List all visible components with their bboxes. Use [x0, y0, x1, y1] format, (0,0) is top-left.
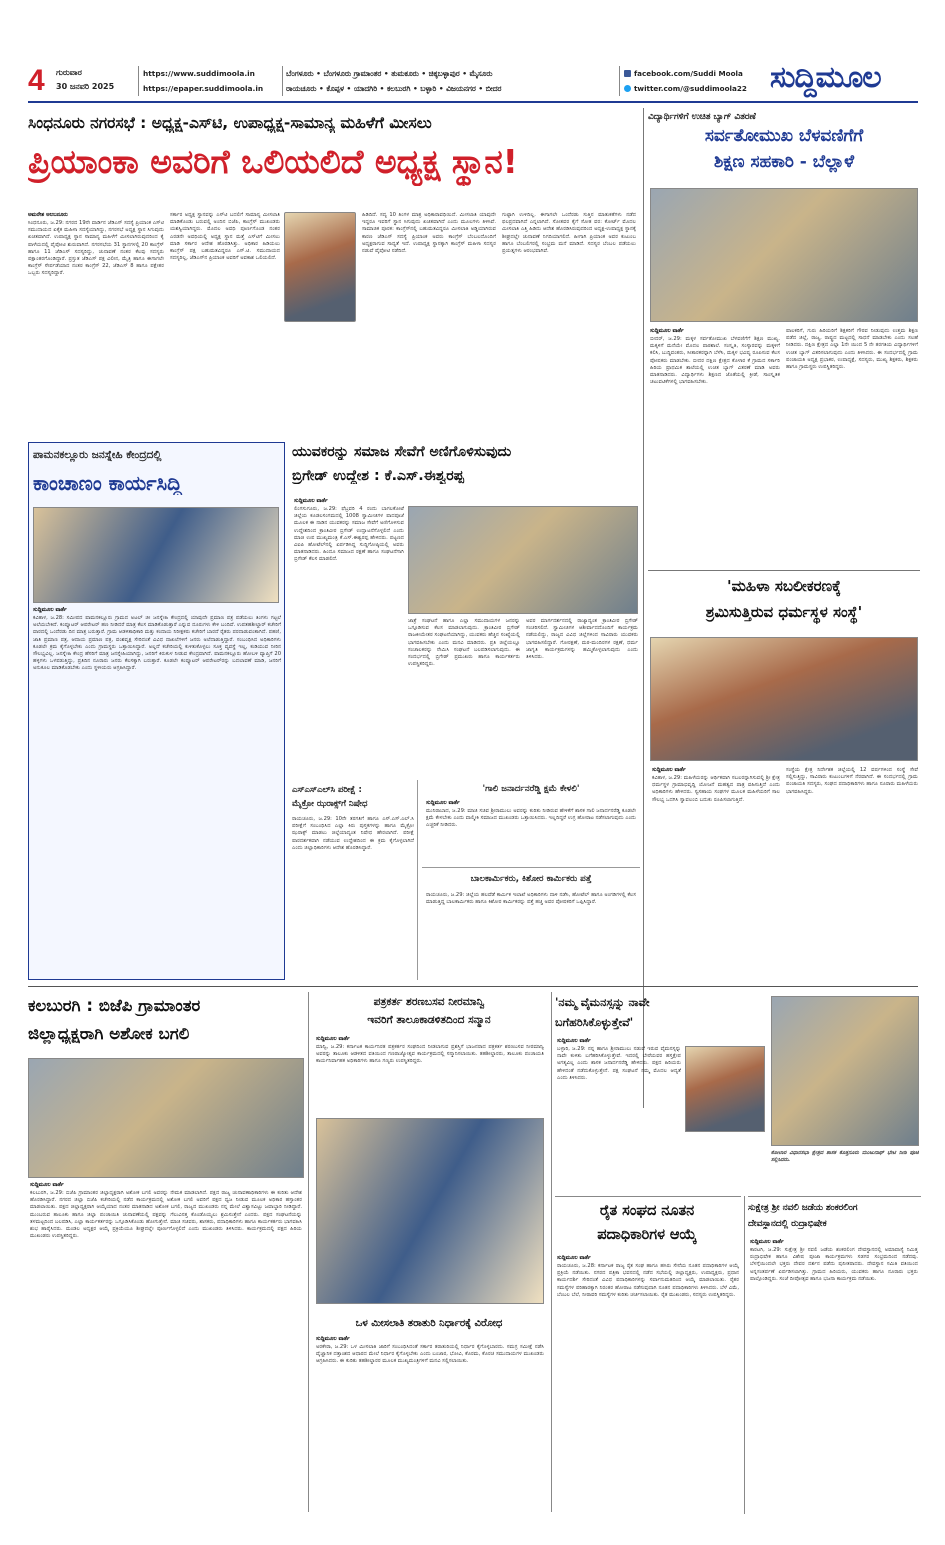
kalaburagi-headline-2: ಜಿಲ್ಲಾಧ್ಯಕ್ಷರಾಗಿ ಅಶೋಕ ಬಗಲಿ: [28, 1024, 190, 1043]
bag-byline: ಸುದ್ದಿಮೂಲ ವಾರ್ತೆ: [650, 328, 684, 334]
twitter-link[interactable]: twitter.com/@suddimoola22: [634, 84, 747, 93]
reddy-headline-1: 'ನಮ್ಮ ವೈಮನಸ್ಸನ್ನು ನಾವೇ: [555, 996, 650, 1009]
brigade-headline-1: ಯುವಕರನ್ನು ಸಮಾಜ ಸೇವೆಗೆ ಅಣಿಗೊಳಿಸುವುದು: [292, 444, 512, 460]
child-labour-text: ರಾಯಚೂರು, ಜ.29: ಜಿಲ್ಲೆಯ ಹಲವೆಡೆ ಕಾರ್ಮಿಕ ಇಲಾಖೆ ಅಧಿಕಾರಿಗಳು ದಾಳಿ ನಡೆಸಿ, ಹೋಟೆಲ್ ಹಾಗೂ ಅಂಗಡಿಗಳಲ್ಲಿ ಕೆಲಸ ಮಾಡುತ್ತಿದ್ದ ಬಾಲಕಾರ್ಮಿಕರು ಹಾಗೂ ಕಿಶೋರ ಕಾರ್ಮಿಕರನ್ನು ಪತ್ತೆ ಹಚ್ಚಿ ಅವರ ಪೋಷಕರಿಗೆ ಒಪ್ಪಿಸಿದ್ದಾರೆ.: [426, 892, 636, 906]
temple-event-headline-2: ದೇವಸ್ಥಾನದಲ್ಲಿ ರುದ್ರಾಭಿಷೇಕ: [748, 1219, 827, 1229]
farmers-byline: ಸುದ್ದಿಮೂಲ ವಾರ್ತೆ: [557, 1255, 591, 1261]
child-labour-headline: ಬಾಲಕಾರ್ಮಿಕರು, ಕಿಶೋರ ಕಾರ್ಮಿಕರು ಪತ್ತೆ: [470, 874, 592, 884]
janasnehi-headline: ಕಾಂಚಾಣಂ ಕಾರ್ಯಸಿದ್ಧಿ: [33, 471, 182, 495]
dharmasthala-photo: [650, 637, 918, 761]
divider-3: [619, 66, 620, 96]
bag-kicker: ವಿದ್ಯಾರ್ಥಿಗಳಿಗೆ ಉಚಿತ ಬ್ಯಾಗ್ ವಿತರಣೆ: [648, 112, 756, 122]
journalist-headline-1: ಪತ್ರಕರ್ತ ಶರಣಬಸವ ನೀರಮಾನ್ವಿ: [373, 996, 485, 1008]
masthead: [0, 0, 945, 108]
janasnehi-photo: [33, 507, 279, 603]
page-number: 4: [28, 64, 45, 97]
dharmasthala-story: [648, 570, 920, 980]
website-link-2[interactable]: https://epaper.suddimoola.in: [143, 84, 264, 93]
column-divider-b3: [744, 1196, 745, 1514]
masthead-rule: [28, 101, 918, 103]
day-label: ಗುರುವಾರ: [56, 68, 82, 77]
reservation-headline: ಒಳ ಮೀಸಲಾತಿ ತರಾತುರಿ ನಿರ್ಧಾರಕ್ಕೆ ವಿರೋಧ: [355, 1318, 503, 1329]
logo: ಸುದ್ದಿಮೂಲ: [770, 60, 881, 95]
dharmasthala-col-2: ಸಂಸ್ಥೆಯ ಕ್ಷೇತ್ರ ನಿರ್ದೇಶಕ ಜಿಲ್ಲೆಯಲ್ಲಿ 12 ವರ್ಷಗಳಿಂದ ಸಂಸ್ಥೆ ಸೇವೆ ಸಲ್ಲಿಸುತ್ತಿದ್ದು, ಸಾವಿರಾರು ಕುಟುಂಬಗಳಿಗೆ ನೆರವಾಗಿದೆ. ಈ ಸಂದರ್ಭದಲ್ಲಿ ಗ್ರಾಮ ಪಂಚಾಯತಿ ಸದಸ್ಯರು, ಸಂಘದ ಪದಾಧಿಕಾರಿಗಳು ಹಾಗೂ ನೂರಾರು ಮಹಿಳೆಯರು ಭಾಗವಹಿಸಿದ್ದರು.: [786, 767, 918, 795]
kalaburagi-story: [28, 992, 306, 1512]
journalist-story: [312, 992, 548, 1312]
cities-row-1: ಬೆಂಗಳೂರು • ಬೆಂಗಳೂರು ಗ್ರಾಮಾಂತರ • ತುಮಕೂರು • ಚಿಕ್ಕಬಳ್ಳಾಪುರ • ಮೈಸೂರು: [286, 69, 493, 78]
temple-photo-caption: ಕೋಲಾರ ವಿಧಾನಸಭಾ ಕ್ಷೇತ್ರದ ಶಾಸಕ ಕೊತ್ತನೂರು ಮಂಜುನಾಥ್ ಭೇಟಿ ನೀಡಿ ಪೂಜೆ ಸಲ್ಲಿಸಿದರು.: [771, 1150, 919, 1164]
temple-photo: [771, 996, 919, 1146]
sslc-brief: [290, 780, 418, 980]
bottom-rule: [28, 986, 918, 987]
janasnehi-kicker: ಪಾಮನಕಲ್ಲೂರು ಜನಸ್ನೇಹಿ ಕೇಂದ್ರದಲ್ಲಿ: [33, 449, 162, 461]
lead-story: [28, 108, 640, 328]
reddy-byline: ಸುದ್ದಿಮೂಲ ವಾರ್ತೆ: [557, 1038, 591, 1044]
journalist-headline-2: ಇವರಿಗೆ ತಾಲೂಕಾಡಳಿತದಿಂದ ಸನ್ಮಾನ: [367, 1014, 491, 1026]
column-divider-b2: [551, 992, 552, 1512]
bag-distribution-photo: [650, 188, 918, 322]
farmers-story: [555, 1196, 741, 1514]
lead-col-4: ಗುಟ್ಟಾಗಿ ಉಳಿದಿಲ್ಲ. ಈಗಾಗಲೇ ಒಂದೆರಡು ಸುತ್ತಿನ ಮಾತುಕತೆಗಳು ನಡೆದ ಫಲಪ್ರದವಾಗಿದೆ ಎನ್ನಲಾಗಿದೆ. ಸೋತವರ ಕೈಗೆ ಸೋತ ವರ: ಕೋರ್ಟ್ ಮೊದಲ ಮೀಸಲಾತಿ ಎತ್ತಿ ಹಿಡಿದು ಆದೇಶ ಹೊರಡಿಸಿರುವುದರಿಂದ ಅಧ್ಯಕ್ಷ-ಉಪಾಧ್ಯಕ್ಷ ಸ್ಥಾನಕ್ಕೆ ಶೀಘ್ರದಲ್ಲೇ ಚುನಾವಣೆ ನಿಗದಿಯಾಗಲಿದೆ. ಹೀಗಾಗಿ ಪ್ರಿಯಾಂಕ ಅವರ ಕುಟುಂಬ ಹಾಗೂ ಬೆಂಬಲಿಗರಲ್ಲಿ ಸಂಭ್ರಮ ಮನೆ ಮಾಡಿದೆ. ಸದಸ್ಯರ ಬೆಂಬಲ ಪಡೆಯಲು ಪ್ರಯತ್ನಗಳು ಆರಂಭವಾಗಿವೆ.: [502, 212, 636, 255]
lead-byline: ಅಮರೇಶ ಅಲಬನೂರು: [28, 212, 68, 218]
child-labour-brief: [422, 870, 640, 980]
dharmasthala-byline: ಸುದ್ದಿಮೂಲ ವಾರ್ತೆ: [652, 767, 686, 773]
reddy-portrait-photo: [685, 1046, 765, 1132]
divider-2: [282, 66, 283, 96]
brigade-photo: [408, 506, 638, 614]
temple-event-byline: ಸುದ್ದಿಮೂಲ ವಾರ್ತೆ: [750, 1239, 784, 1245]
journalist-byline: ಸುದ್ದಿಮೂಲ ವಾರ್ತೆ: [316, 1036, 350, 1042]
sslc-headline-2: ಮೈಕ್ರೋ ಝರಾಕ್ಸ್‌ಗೆ ನಿಷೇಧ: [292, 798, 368, 808]
brigade-story: [290, 442, 640, 777]
brigade-headline-2: ಬ್ರಿಗೇಡ್ ಉದ್ದೇಶ : ಕೆ.ಎಸ್.ಈಶ್ವರಪ್ಪ: [292, 468, 464, 484]
kalaburagi-text: ಕಲಬುರಗಿ, ಜ.29: ಬಿಜೆಪಿ ಗ್ರಾಮಾಂತರ ಜಿಲ್ಲಾಧ್ಯಕ್ಷರಾಗಿ ಅಶೋಕ ಬಗಲಿ ಅವರನ್ನು ನೇಮಕ ಮಾಡಲಾಗಿದೆ. ಪಕ್ಷದ ರಾಜ್ಯ ಚುನಾವಣಾಧಿಕಾರಿಗಳು ಈ ಕುರಿತು ಆದೇಶ ಹೊರಡಿಸಿದ್ದಾರೆ. ನಗರದ ಜಿಲ್ಲಾ ಬಿಜೆಪಿ ಕಚೇರಿಯಲ್ಲಿ ನಡೆದ ಕಾರ್ಯಕ್ರಮದಲ್ಲಿ ಅಶೋಕ ಬಗಲಿ ಅವರಿಗೆ ಪಕ್ಷದ ಧ್ವಜ ನೀಡುವ ಮೂಲಕ ಅಧಿಕಾರ ಹಸ್ತಾಂತರ ಮಾಡಲಾಯಿತು. ಪಕ್ಷದ ಜಿಲ್ಲಾಧ್ಯಕ್ಷರಾಗಿ ಆಯ್ಕೆಯಾದ ನಂತರ ಮಾತನಾಡಿದ ಅಶೋಕ ಬಗಲಿ, ರಾಜ್ಯದ ಮುಖಂಡರು ನನ್ನ ಮೇಲೆ ವಿಶ್ವಾಸವಿಟ್ಟು ಜವಾಬ್ದಾರಿ ನೀಡಿದ್ದಾರೆ. ಮುಂಬರುವ ತಾಲೂಕು ಹಾಗೂ ಜಿಲ್ಲಾ ಪಂಚಾಯಿತಿ ಚುನಾವಣೆಯಲ್ಲಿ ಪಕ್ಷವನ್ನು ಗೆಲುವಿನತ್ತ ಕೊಂಡೊಯ್ಯಲು ಶ್ರಮಿಸುತ್ತೇನೆ ಎಂದರು. ಪಕ್ಷದ ಸಂಘಟನೆಯನ್ನು ತಳಮಟ್ಟದಿಂದ ಬಲಪಡಿಸಿ, ಎಲ್ಲಾ ಕಾರ್ಯಕರ್ತರನ್ನು ಒಗ್ಗೂಡಿಸಿಕೊಂಡು ಹೋಗುತ್ತೇನೆ. ಮಾಜಿ ಸಚಿವರು, ಶಾಸಕರು, ಪದಾಧಿಕಾರಿಗಳು ಹಾಗೂ ಕಾರ್ಯಕರ್ತರು ಭಾಗವಹಿಸಿ ಶುಭ ಹಾರೈಸಿದರು. ಮಂಡಲ ಅಧ್ಯಕ್ಷರ ಆಯ್ಕೆ ಪ್ರಕ್ರಿಯೆಯೂ ಶೀಘ್ರದಲ್ಲೇ ಪೂರ್ಣಗೊಳ್ಳಲಿದೆ ಎಂದು ಮುಖಂಡರು ತಿಳಿಸಿದರು. ಕಾರ್ಯಕ್ರಮದಲ್ಲಿ ಪಕ್ಷದ ಹಿರಿಯ ಮುಖಂಡರು ಉಪಸ್ಥಿತರಿದ್ದರು.: [30, 1190, 302, 1240]
janardhan-brief: [422, 780, 640, 868]
facebook-link[interactable]: facebook.com/Suddi Moola: [634, 69, 743, 78]
janasnehi-text: ಕವಿತಾಳ, ಜ.28: ಸಮೀಪದ ಪಾಮನಕಲ್ಲೂರು ಗ್ರಾಮದ ಅಟಲ್ ಜೀ ಜನಸ್ನೇಹಿ ಕೇಂದ್ರದಲ್ಲಿ ಯಾವುದೇ ಪ್ರಮಾಣ ಪತ್ರ ಪಡೆಯಲು ತಿಂಗಳು ಗಟ್ಟಲೆ ಅಲೆಯಬೇಕಿದೆ. ಕಂಪ್ಯೂಟರ್ ಆಪರೇಟರ್ ಹಣ ನೀಡಿದರೆ ಮಾತ್ರ ಕೆಲಸ ಮಾಡಿಕೊಡುತ್ತಾರೆ ಎನ್ನುವ ದೂರುಗಳು ಕೇಳಿ ಬಂದಿವೆ. ಉಪತಹಶೀಲ್ದಾರ್ ಕಚೇರಿಗೆ ವಾರದಲ್ಲಿ ಒಂದೆರಡು ದಿನ ಮಾತ್ರ ಬರುತ್ತಾರೆ. ಗ್ರಾಮ ಆಡಳಿತಾಧಿಕಾರಿ ಮತ್ತು ಕಂದಾಯ ನಿರೀಕ್ಷಕರು ಕಚೇರಿಗೆ ಬಾರದೆ ರೈತರು ಪರದಾಡುವಂತಾಗಿದೆ. ಪಹಣಿ, ಜಾತಿ ಪ್ರಮಾಣ ಪತ್ರ, ಆದಾಯ ಪ್ರಮಾಣ ಪತ್ರ, ವಂಶವೃಕ್ಷ ಸೇರಿದಂತೆ ವಿವಿಧ ದಾಖಲೆಗಳಿಗೆ ಜನರು ಅಲೆದಾಡುತ್ತಿದ್ದಾರೆ. ಸಂಬಂಧಿಸಿದ ಅಧಿಕಾರಿಗಳು ಕೂಡಲೇ ಕ್ರಮ ಕೈಗೊಳ್ಳಬೇಕು ಎಂದು ಗ್ರಾಮಸ್ಥರು ಒತ್ತಾಯಿಸಿದ್ದಾರೆ. ಅಲ್ಲದೆ ಕಚೇರಿಯಲ್ಲಿ ಕುಳಿತುಕೊಳ್ಳಲು ಸೂಕ್ತ ವ್ಯವಸ್ಥೆ ಇಲ್ಲ, ಕುಡಿಯುವ ನೀರಿನ ಸೌಲಭ್ಯವಿಲ್ಲ. ಜನಸ್ನೇಹಿ ಕೇಂದ್ರ ಹೆಸರಿಗೆ ಮಾತ್ರ ಜನಸ್ನೇಹಿಯಾಗಿದ್ದು, ಜನರಿಗೆ ಕಿರುಕುಳ ನೀಡುವ ಕೇಂದ್ರವಾಗಿದೆ. ಪಾಮನಕಲ್ಲೂರು ಹೋಬಳಿ ವ್ಯಾಪ್ತಿಗೆ 20 ಹಳ್ಳಿಗಳು ಒಳಪಡುತ್ತಿದ್ದು, ಪ್ರತಿದಿನ ನೂರಾರು ಜನರು ಕೆಲಸಕ್ಕಾಗಿ ಬರುತ್ತಾರೆ. ಕೂಡಲೇ ಕಂಪ್ಯೂಟರ್ ಆಪರೇಟರ್‌ರನ್ನು ಬದಲಾವಣೆ ಮಾಡಿ, ಜನರಿಗೆ ಅನುಕೂಲ ಮಾಡಿಕೊಡಬೇಕು ಎಂದು ಸ್ಥಳೀಯರು ಆಗ್ರಹಿಸಿದ್ದಾರೆ.: [33, 615, 281, 672]
facebook-icon: [624, 70, 631, 77]
reddy-text: ಬಳ್ಳಾರಿ, ಜ.29: ನನ್ನ ಹಾಗೂ ಶ್ರೀರಾಮುಲು ನಡುವೆ ಇರುವ ವೈಮನಸ್ಸನ್ನು ನಾವೇ ಕುಳಿತು ಬಗೆಹರಿಸಿಕೊಳ್ಳುತ್ತೇವೆ. ಇದರಲ್ಲಿ ಬೇರೆಯವರ ಹಸ್ತಕ್ಷೇಪ ಅಗತ್ಯವಿಲ್ಲ ಎಂದು ಶಾಸಕ ಜನಾರ್ದನರೆಡ್ಡಿ ಹೇಳಿದರು. ಪಕ್ಷದ ಹಿರಿಯರು ಹೇಳಿದಂತೆ ನಡೆದುಕೊಳ್ಳುತ್ತೇನೆ. ಪಕ್ಷ ಸಂಘಟನೆ ನಮ್ಮ ಮೊದಲ ಆದ್ಯತೆ ಎಂದು ತಿಳಿಸಿದರು.: [557, 1046, 681, 1081]
lead-col-2: ಸರ್ಕಾರ ಅಧ್ಯಕ್ಷ ಸ್ಥಾನವನ್ನು ಎಸ್‌ಟಿ ಬದಲಿಗೆ ಸಾಮಾನ್ಯ ಮೀಸಲಾತಿ ಮಾಡಿಕೊಂಡು ಬರುವಲ್ಲಿ ಅಂದಿನ ಬಿಜೆಪಿ, ಕಾಂಗ್ರೆಸ್ ಮುಖಂಡರು ಯಶಸ್ವಿಯಾಗಿದ್ದರು. ಮೊದಲ ಅವಧಿ ಪೂರ್ಣಗೊಂಡ ನಂತರ ಎರಡನೇ ಅವಧಿಯಲ್ಲಿ ಅಧ್ಯಕ್ಷ ಸ್ಥಾನ ಮತ್ತೆ ಎಸ್‌ಟಿಗೆ ಮೀಸಲು ಮಾಡಿ ಸರ್ಕಾರ ಆದೇಶ ಹೊರಡಿಸಿತ್ತು. ಅಧಿಕಾರ ಹಿಡಿಯಲು ಕಾಂಗ್ರೆಸ್ ಪಕ್ಷ ಬಹುಮತವಿದ್ದರೂ ಎಸ್.ಟಿ. ಸಮುದಾಯದ ಸದಸ್ಯರಿಲ್ಲ, ಜೆಡಿಎಸ್‌ನ ಪ್ರಿಯಾಂಕ ಅವರಿಗೆ ಅವಕಾಶ ಒಲಿಯಲಿದೆ.: [170, 212, 280, 262]
janasnehi-byline: ಸುದ್ದಿಮೂಲ ವಾರ್ತೆ: [33, 607, 67, 613]
lead-portrait-photo: [284, 212, 356, 322]
dharmasthala-col-1: ಕವಿತಾಳ, ಜ.29: ಮಹಿಳೆಯರನ್ನು ಆರ್ಥಿಕವಾಗಿ ಸಬಲರನ್ನಾಗಿಸುವಲ್ಲಿ ಶ್ರೀ ಕ್ಷೇತ್ರ ಧರ್ಮಸ್ಥಳ ಗ್ರಾಮಾಭಿವೃದ್ಧಿ ಯೋಜನೆ ಮಹತ್ವದ ಪಾತ್ರ ವಹಿಸುತ್ತಿದೆ ಎಂದು ಅಧಿಕಾರಿಗಳು ಹೇಳಿದರು. ಸ್ವಸಹಾಯ ಸಂಘಗಳ ಮೂಲಕ ಮಹಿಳೆಯರಿಗೆ ಸಾಲ ಸೌಲಭ್ಯ ಒದಗಿಸಿ ಸ್ವಾವಲಂಬಿ ಬದುಕು ರೂಪಿಸಲಾಗುತ್ತಿದೆ.: [652, 775, 780, 803]
temple-event-headline-1: ಸುಕ್ಷೇತ್ರ ಶ್ರೀ ನವಲಿ ಜಡೆಯ ಶಂಕರಲಿಂಗ: [748, 1203, 858, 1213]
bag-col-2: ಪಾಲಕರಿಗೆ, ಗುರು ಹಿರಿಯರಿಗೆ ಶಿಕ್ಷಕರಿಗೆ ಗೌರವ ನೀಡುವುದು ಉತ್ತಮ ಶಿಕ್ಷಣ ಪಡೆದ ಜಿಲ್ಲೆ, ರಾಜ್ಯ, ರಾಷ್ಟ್ರದ ಮಟ್ಟದಲ್ಲಿ ಸಾಧನೆ ಮಾಡಬೇಕು ಎಂದು ಸಲಹೆ ನೀಡಿದರು. ದಕ್ಷಿಣ ಕ್ಷೇತ್ರದ ಎಲ್ಲಾ 1ನೇ ಯಿಂದ 5 ನೇ ತರಗತಿಯ ವಿದ್ಯಾರ್ಥಿಗಳಿಗೆ ಉಚಿತ ಬ್ಯಾಗ್ ವಿತರಿಸಲಾಗುವುದು ಎಂದು ತಿಳಿಸಿದರು. ಈ ಸಂದರ್ಭದಲ್ಲಿ ಗ್ರಾಮ ಪಂಚಾಯತಿ ಅಧ್ಯಕ್ಷ ಪ್ರಭಾಕರ, ಉಪಾಧ್ಯಕ್ಷೆ, ಸದಸ್ಯರು, ಮುಖ್ಯ ಶಿಕ್ಷಕರು, ಶಿಕ್ಷಕರು ಹಾಗೂ ಗ್ರಾಮಸ್ಥರು ಉಪಸ್ಥಿತರಿದ್ದರು.: [786, 328, 918, 371]
lead-kicker: ಸಿಂಧನೂರು ನಗರಸಭೆ : ಅಧ್ಯಕ್ಷ-ಎಸ್‌ಟಿ, ಉಪಾಧ್ಯಕ್ಷ-ಸಾಮಾನ್ಯ ಮಹಿಳೆಗೆ ಮೀಸಲು: [28, 114, 432, 132]
farmers-headline-1: ರೈತ ಸಂಘದ ನೂತನ: [599, 1203, 695, 1219]
janardhan-byline: ಸುದ್ದಿಮೂಲ ವಾರ್ತೆ: [426, 800, 460, 806]
brigade-col-1: ಲಿಂಗಸುಗೂರು, ಜ.29: ಫೆಬ್ರವರಿ 4 ರಂದು ಬಾಗಲಕೋಟೆ ಜಿಲ್ಲೆಯ ಕೂಡಲಸಂಗಮದಲ್ಲಿ 1008 ಸ್ವಾಮೀಜಿಗಳ ಪಾದಪೂಜೆ ಮೂಲಕ ಈ ನಾಡಿನ ಯುವಕರನ್ನು ಸಮಾಜ ಸೇವೆಗೆ ಅಣಿಗೊಳಿಸುವ ಉದ್ದೇಶದಿಂದ ಕ್ರಾಂತಿವೀರ ಬ್ರಿಗೇಡ್ ಉದ್ಘಾಟನೆಗೊಳ್ಳಲಿದೆ ಎಂದು ಮಾಜಿ ಉಪ ಮುಖ್ಯಮಂತ್ರಿ ಕೆ.ಎಸ್.ಈಶ್ವರಪ್ಪ ಹೇಳಿದರು. ಪಟ್ಟಣದ ವಿಐಪಿ ಹೋಟೆಲ್‌ನಲ್ಲಿ ಏರ್ಪಡಿಸಿದ್ದ ಸುದ್ದಿಗೋಷ್ಠಿಯಲ್ಲಿ ಅವರು ಮಾತನಾಡಿದರು. ಹಿಂದೂ ಸಮಾಜದ ರಕ್ಷಣೆ ಹಾಗೂ ಸಂಘಟನೆಗಾಗಿ ಬ್ರಿಗೇಡ್ ಕೆಲಸ ಮಾಡಲಿದೆ.: [294, 506, 404, 563]
brigade-byline: ಸುದ್ದಿಮೂಲ ವಾರ್ತೆ: [294, 498, 328, 504]
reddy-headline-2: ಬಗೆಹರಿಸಿಕೊಳ್ಳುತ್ತೇವೆ': [555, 1016, 634, 1029]
brigade-col-3: ಅವರ ಮಾರ್ಗದರ್ಶನದಲ್ಲಿ ರಾಜ್ಯಾದ್ಯಂತ ಕ್ರಾಂತಿವೀರ ಬ್ರಿಗೇಡ್ ಸಂಚರಿಸಲಿದೆ. ಸ್ವಾಮೀಜಿಗಳ ಆಶೀರ್ವಾದದೊಂದಿಗೆ ಕಾರ್ಯಕ್ರಮ ನಡೆಯಲಿದ್ದು, ರಾಜ್ಯದ ವಿವಿಧ ಜಿಲ್ಲೆಗಳಿಂದ ಸಾವಿರಾರು ಯುವಕರು ಭಾಗವಹಿಸಲಿದ್ದಾರೆ. ಗೋರಕ್ಷಣೆ, ಮಠ-ಮಂದಿರಗಳ ರಕ್ಷಣೆ, ಧರ್ಮ ಜಾಗೃತಿ ಕಾರ್ಯಕ್ರಮಗಳನ್ನು ಹಮ್ಮಿಕೊಳ್ಳಲಾಗುವುದು ಎಂದು ತಿಳಿಸಿದರು.: [526, 618, 638, 661]
kalaburagi-byline: ಸುದ್ದಿಮೂಲ ವಾರ್ತೆ: [30, 1182, 64, 1188]
column-divider-b1: [308, 992, 309, 1512]
reservation-story: [312, 1314, 548, 1514]
date-label: 30 ಜನವರಿ 2025: [56, 82, 115, 91]
kalaburagi-headline-1: ಕಲಬುರಗಿ : ಬಿಜೆಪಿ ಗ್ರಾಮಾಂತರ: [28, 996, 201, 1015]
kalaburagi-photo: [28, 1058, 304, 1178]
janardhan-headline: 'ಗಾಲಿ ಜನಾರ್ದನರೆಡ್ಡಿ ಕ್ಷಮೆ ಕೇಳಲಿ': [482, 784, 580, 794]
twitter-icon: [624, 85, 631, 92]
lead-headline: ಪ್ರಿಯಾಂಕಾ ಅವರಿಗೆ ಒಲಿಯಲಿದೆ ಅಧ್ಯಕ್ಷ ಸ್ಥಾನ!: [28, 142, 518, 181]
reservation-text: ಅರಕೇರಾ, ಜ.29: ಒಳ ಮೀಸಲಾತಿ ಜಾರಿಗೆ ಸಂಬಂಧಿಸಿದಂತೆ ಸರ್ಕಾರ ತರಾತುರಿಯಲ್ಲಿ ನಿರ್ಧಾರ ಕೈಗೊಳ್ಳಬಾರದು. ಸಮಗ್ರ ಸಮೀಕ್ಷೆ ನಡೆಸಿ ವೈಜ್ಞಾನಿಕ ದತ್ತಾಂಶದ ಆಧಾರದ ಮೇಲೆ ನಿರ್ಧಾರ ಕೈಗೊಳ್ಳಬೇಕು ಎಂದು ಬಂಜಾರ, ಭೋವಿ, ಕೊರಮ, ಕೊರಚ ಸಮುದಾಯಗಳ ಮುಖಂಡರು ಆಗ್ರಹಿಸಿದರು. ಈ ಕುರಿತು ತಹಶೀಲ್ದಾರರ ಮೂಲಕ ಮುಖ್ಯಮಂತ್ರಿಗಳಿಗೆ ಮನವಿ ಸಲ್ಲಿಸಲಾಯಿತು.: [316, 1344, 544, 1365]
journalist-photo: [316, 1118, 544, 1304]
bag-distribution-story: [648, 108, 920, 568]
bag-headline-2: ಶಿಕ್ಷಣ ಸಹಕಾರಿ - ಬೆಲ್ಲಾಳೆ: [713, 152, 855, 172]
reddy-quote-story: [555, 992, 767, 1192]
temple-event-text: ಕಾರಟಗಿ, ಜ.29: ಸುಕ್ಷೇತ್ರ ಶ್ರೀ ನವಲಿ ಜಡೆಯ ಶಂಕರಲಿಂಗ ದೇವಸ್ಥಾನದಲ್ಲಿ ಅಮಾವಾಸ್ಯೆ ನಿಮಿತ್ತ ರುದ್ರಾಭಿಷೇಕ ಹಾಗೂ ವಿಶೇಷ ಪೂಜಾ ಕಾರ್ಯಕ್ರಮಗಳು ಸಡಗರ ಸಂಭ್ರಮದಿಂದ ನಡೆದವು. ಬೆಳಗ್ಗೆಯಿಂದಲೇ ಭಕ್ತರು ದೇವರ ದರ್ಶನ ಪಡೆದು ಪುನೀತರಾದರು. ದೇವಸ್ಥಾನ ಸಮಿತಿ ವತಿಯಿಂದ ಅನ್ನಸಂತರ್ಪಣೆ ಏರ್ಪಡಿಸಲಾಗಿತ್ತು. ಗ್ರಾಮದ ಹಿರಿಯರು, ಯುವಕರು ಹಾಗೂ ನೂರಾರು ಭಕ್ತರು ಪಾಲ್ಗೊಂಡಿದ್ದರು. ಸಂಜೆ ದೀಪೋತ್ಸವ ಹಾಗೂ ಭಜನಾ ಕಾರ್ಯಕ್ರಮ ನಡೆಯಿತು.: [750, 1247, 918, 1282]
website-link-1[interactable]: https://www.suddimoola.in: [143, 69, 255, 78]
temple-photo-block: [771, 992, 921, 1192]
farmers-headline-2: ಪದಾಧಿಕಾರಿಗಳ ಆಯ್ಕೆ: [597, 1227, 697, 1243]
dharmasthala-headline-2: ಶ್ರಮಿಸುತ್ತಿರುವ ಧರ್ಮಸ್ಥಳ ಸಂಸ್ಥೆ': [705, 603, 863, 621]
janasnehi-box: [28, 442, 285, 980]
bag-col-1: ಬೀದರ್, ಜ.29: ಮಕ್ಕಳ ಸರ್ವತೋಮುಖ ಬೆಳವಣಿಗೆಗೆ ಶಿಕ್ಷಣ ಮುಖ್ಯ. ಮಕ್ಕಳಿಗೆ ಮನೆಯೇ ಮೊದಲ ಪಾಠಶಾಲೆ. ಸಂಸ್ಕೃತಿ, ಸಂಸ್ಕಾರವನ್ನು ಮಕ್ಕಳಿಗೆ ಕಲಿಸಿ, ಬುದ್ಧಿವಂತರು, ಸೀತಾರಕರನ್ನಾಗಿ ಬೆಳೆಸಿ, ಮಕ್ಕಳ ಭವಿಷ್ಯ ರೂಪಿಸುವ ಕೆಲಸ ಪೋಷಕರು ಮಾಡಬೇಕು. ಬೀದರ ದಕ್ಷಿಣ ಕ್ಷೇತ್ರದ ಕೊಳಾರ ಕೆ ಗ್ರಾಮದ ಸರ್ಕಾರಿ ಹಿರಿಯ ಪ್ರಾಥಮಿಕ ಶಾಲೆಯಲ್ಲಿ ಉಚಿತ ಬ್ಯಾಗ್ ವಿತರಣೆ ಮಾಡಿ ಅವರು ಮಾತನಾಡಿದರು. ವಿದ್ಯಾರ್ಥಿಗಳು ಶಿಕ್ಷಣದ ಜೊತೆಯಲ್ಲಿ ಕ್ರೀಡೆ, ಸಾಂಸ್ಕೃತಿಕ ಚಟುವಟಿಕೆಗಳಲ್ಲಿ ಭಾಗವಹಿಸಬೇಕು.: [650, 336, 780, 386]
temple-event-story: [748, 1196, 921, 1514]
lead-col-1: ಸಿಂಧನೂರು, ಜ.29: ನಗರದ 19ನೇ ವಾರ್ಡಿನ ಜೆಡಿಎಸ್ ಸದಸ್ಯೆ ಪ್ರಿಯಾಂಕ ಎಸ್‌ಟಿ ಸಮುದಾಯದ ಏಕೈಕ ಮಹಿಳಾ ಸದಸ್ಯೆಯಾಗಿದ್ದು, ನಗರಸಭೆ ಅಧ್ಯಕ್ಷ ಸ್ಥಾನ ಸಿಗುವುದು ಖಚಿತವಾಗಿದೆ. ಉಪಾಧ್ಯಕ್ಷ ಸ್ಥಾನ ಸಾಮಾನ್ಯ ಮಹಿಳೆಗೆ ಮೀಸಲಾಗಿರುವುದರಿಂದ ಕೈ ಪಾಳೆಯದಲ್ಲಿ ಪೈಪೋಟಿ ಶುರುವಾಗಿದೆ. ನಗರಸಭೆಯ 31 ಸ್ಥಾನಗಳಲ್ಲಿ 20 ಕಾಂಗ್ರೆಸ್ ಹಾಗೂ 11 ಜೆಡಿಎಸ್ ಸದಸ್ಯರಿದ್ದು, ಚುನಾವಣೆ ನಂತರ ಕೆಲವು ಸದಸ್ಯರು ಪಕ್ಷಾಂತರಗೊಂಡಿದ್ದಾರೆ. ಪ್ರಸ್ತುತ ಜೆಡಿಎಸ್ ಪಕ್ಷ ವಿಲೀನ, ಮೈತ್ರಿ ಹಾಗೂ ಈಗಾಗಲೇ ಕಾಂಗ್ರೆಸ್ ಸೇರ್ಪಡೆಯಾದ ನಂತರ ಕಾಂಗ್ರೆಸ್ 22, ಜೆಡಿಎಸ್ 8 ಹಾಗೂ ಪಕ್ಷೇತರ ಒಬ್ಬರು ಸದಸ್ಯರಿದ್ದಾರೆ.: [28, 220, 164, 277]
reservation-byline: ಸುದ್ದಿಮೂಲ ವಾರ್ತೆ: [316, 1336, 350, 1342]
divider-1: [138, 66, 139, 96]
lead-col-3: ಹಿಡಿದಿದೆ. ಸದ್ಯ 10 ತಿಂಗಳ ಮಾತ್ರ ಅಧಿಕಾರಾವಧಿಯಿದೆ. ಮೀಸಲಾತಿ ಯಾವುದೇ ಇದ್ದರೂ ಇವರಿಗೆ ಸ್ಥಾನ ಸಿಗುವುದು ಖಚಿತವಾಗಿದೆ ಎಂದು ಮೂಲಗಳು ತಿಳಿಸಿವೆ. ಸಾಮಾಜಿಕ ಪೂರಕ: ಕಾಂಗ್ರೆಸ್‌ನಲ್ಲಿ ಬಹುಮತವಿದ್ದರೂ ಮೀಸಲಾತಿ ಅಡ್ಡಿಯಾಗಿರುವ ಕಾರಣ ಜೆಡಿಎಸ್ ಸದಸ್ಯೆ ಪ್ರಿಯಾಂಕ ಅವರು ಕಾಂಗ್ರೆಸ್ ಬೆಂಬಲದೊಂದಿಗೆ ಅಧ್ಯಕ್ಷರಾಗುವ ಸಾಧ್ಯತೆ ಇದೆ. ಉಪಾಧ್ಯಕ್ಷ ಸ್ಥಾನಕ್ಕಾಗಿ ಕಾಂಗ್ರೆಸ್ ಮಹಿಳಾ ಸದಸ್ಯರ ನಡುವೆ ಪೈಪೋಟಿ ನಡೆದಿದೆ.: [362, 212, 496, 255]
sslc-text: ರಾಯಚೂರು, ಜ.29: 10ನೇ ತರಗತಿಗೆ ಹಾಗೂ ಎಸ್.ಎಸ್.ಎಲ್.ಸಿ ಪರೀಕ್ಷೆಗೆ ಸಂಬಂಧಿಸಿದ ಎಲ್ಲಾ ಕಿರು ಪುಸ್ತಕಗಳನ್ನು ಹಾಗೂ ಮೈಕ್ರೋ ಝರಾಕ್ಸ್ ಮಾಡಲು ಜಿಲ್ಲೆಯಾದ್ಯಂತ ನಿಷೇಧ ಹೇರಲಾಗಿದೆ. ಪರೀಕ್ಷೆ ಪಾರದರ್ಶಕವಾಗಿ ನಡೆಯುವ ಉದ್ದೇಶದಿಂದ ಈ ಕ್ರಮ ಕೈಗೊಳ್ಳಲಾಗಿದೆ ಎಂದು ಜಿಲ್ಲಾಧಿಕಾರಿಗಳು ಆದೇಶ ಹೊರಡಿಸಿದ್ದಾರೆ.: [292, 816, 414, 851]
brigade-col-2: ಜಾತ್ರೆ ಸಂಘಟನೆ ಹಾಗೂ ಎಲ್ಲಾ ಸಮುದಾಯಗಳ ಜನರನ್ನು ಒಗ್ಗೂಡಿಸುವ ಕೆಲಸ ಮಾಡಲಾಗುವುದು. ಕ್ರಾಂತಿವೀರ ಬ್ರಿಗೇಡ್ ರಾಜಕೀಯೇತರ ಸಂಘಟನೆಯಾಗಿದ್ದು, ಯುವಕರು ಹೆಚ್ಚಿನ ಸಂಖ್ಯೆಯಲ್ಲಿ ಭಾಗವಹಿಸಬೇಕು ಎಂದು ಮನವಿ ಮಾಡಿದರು. ಪ್ರತಿ ಜಿಲ್ಲೆಯಲ್ಲೂ ಸಂಚಾಲಕರನ್ನು ನೇಮಿಸಿ ಸಂಘಟನೆ ಬಲಪಡಿಸಲಾಗುವುದು. ಈ ಸಂದರ್ಭದಲ್ಲಿ ಬ್ರಿಗೇಡ್ ಪ್ರಮುಖರು ಹಾಗೂ ಕಾರ್ಯಕರ್ತರು ಉಪಸ್ಥಿತರಿದ್ದರು.: [408, 618, 520, 668]
sslc-headline-1: ಎಸ್‌ಎಸ್‌ಎಲ್‌ಸಿ ಪರೀಕ್ಷೆ :: [292, 784, 362, 794]
journalist-text: ಮಾನ್ವಿ, ಜ.29: ಕರ್ನಾಟಕ ಕಾರ್ಯನಿರತ ಪತ್ರಕರ್ತರ ಸಂಘದಿಂದ ನೀಡಲಾಗುವ ಪ್ರಶಸ್ತಿಗೆ ಭಾಜನರಾದ ಪತ್ರಕರ್ತ ಶರಣಬಸವ ನೀರಮಾನ್ವಿ ಅವರನ್ನು ತಾಲೂಕು ಆಡಳಿತದ ವತಿಯಿಂದ ಗಣರಾಜ್ಯೋತ್ಸವ ಕಾರ್ಯಕ್ರಮದಲ್ಲಿ ಸನ್ಮಾನಿಸಲಾಯಿತು. ತಹಶೀಲ್ದಾರರು, ತಾಲೂಕು ಪಂಚಾಯತಿ ಕಾರ್ಯನಿರ್ವಾಹಕ ಅಧಿಕಾರಿಗಳು ಹಾಗೂ ಗಣ್ಯರು ಉಪಸ್ಥಿತರಿದ್ದರು.: [316, 1044, 544, 1065]
janardhan-text: ಮುನಿರಾಬಾದ, ಜ.29: ಮಾಜಿ ಸಚಿವ ಶ್ರೀರಾಮುಲು ಅವರನ್ನು ಕುರಿತು ನೀಡಿರುವ ಹೇಳಿಕೆಗೆ ಶಾಸಕ ಗಾಲಿ ಜನಾರ್ದನರೆಡ್ಡಿ ಕೂಡಲೇ ಕ್ಷಮೆ ಕೇಳಬೇಕು ಎಂದು ವಾಲ್ಮೀಕಿ ಸಮಾಜದ ಮುಖಂಡರು ಒತ್ತಾಯಿಸಿದರು. ಇಲ್ಲದಿದ್ದರೆ ಉಗ್ರ ಹೋರಾಟ ನಡೆಸಲಾಗುವುದು ಎಂದು ಎಚ್ಚರಿಕೆ ನೀಡಿದರು.: [426, 808, 636, 829]
farmers-text: ರಾಯಚೂರು, ಜ.28: ಕರ್ನಾಟಕ ರಾಜ್ಯ ರೈತ ಸಂಘ ಹಾಗೂ ಹಸಿರು ಸೇನೆಯ ನೂತನ ಪದಾಧಿಕಾರಿಗಳ ಆಯ್ಕೆ ಪ್ರಕ್ರಿಯೆ ನಡೆಯಿತು. ನಗರದ ಪತ್ರಿಕಾ ಭವನದಲ್ಲಿ ನಡೆದ ಸಭೆಯಲ್ಲಿ ಜಿಲ್ಲಾಧ್ಯಕ್ಷರು, ಉಪಾಧ್ಯಕ್ಷರು, ಪ್ರಧಾನ ಕಾರ್ಯದರ್ಶಿ ಸೇರಿದಂತೆ ವಿವಿಧ ಪದಾಧಿಕಾರಿಗಳನ್ನು ಸರ್ವಾನುಮತದಿಂದ ಆಯ್ಕೆ ಮಾಡಲಾಯಿತು. ರೈತರ ಸಮಸ್ಯೆಗಳ ಪರಿಹಾರಕ್ಕಾಗಿ ನಿರಂತರ ಹೋರಾಟ ನಡೆಸುವುದಾಗಿ ನೂತನ ಪದಾಧಿಕಾರಿಗಳು ತಿಳಿಸಿದರು. ಬೆಳೆ ವಿಮೆ, ಬೆಂಬಲ ಬೆಲೆ, ನೀರಾವರಿ ಸಮಸ್ಯೆಗಳ ಕುರಿತು ಚರ್ಚಿಸಲಾಯಿತು. ರೈತ ಮುಖಂಡರು, ಸದಸ್ಯರು ಉಪಸ್ಥಿತರಿದ್ದರು.: [557, 1263, 739, 1298]
cities-row-2: ರಾಯಚೂರು • ಕೊಪ್ಪಳ • ಯಾದಗಿರಿ • ಕಲಬುರಗಿ • ಬಳ್ಳಾರಿ • ವಿಜಯನಗರ • ಬೀದರ: [286, 84, 502, 93]
bag-headline-1: ಸರ್ವತೋಮುಖ ಬೆಳವಣಿಗೆಗೆ: [704, 126, 864, 146]
column-divider-main: [643, 108, 644, 1108]
dharmasthala-headline-1: 'ಮಹಿಳಾ ಸಬಲೀಕರಣಕ್ಕೆ: [727, 577, 841, 595]
